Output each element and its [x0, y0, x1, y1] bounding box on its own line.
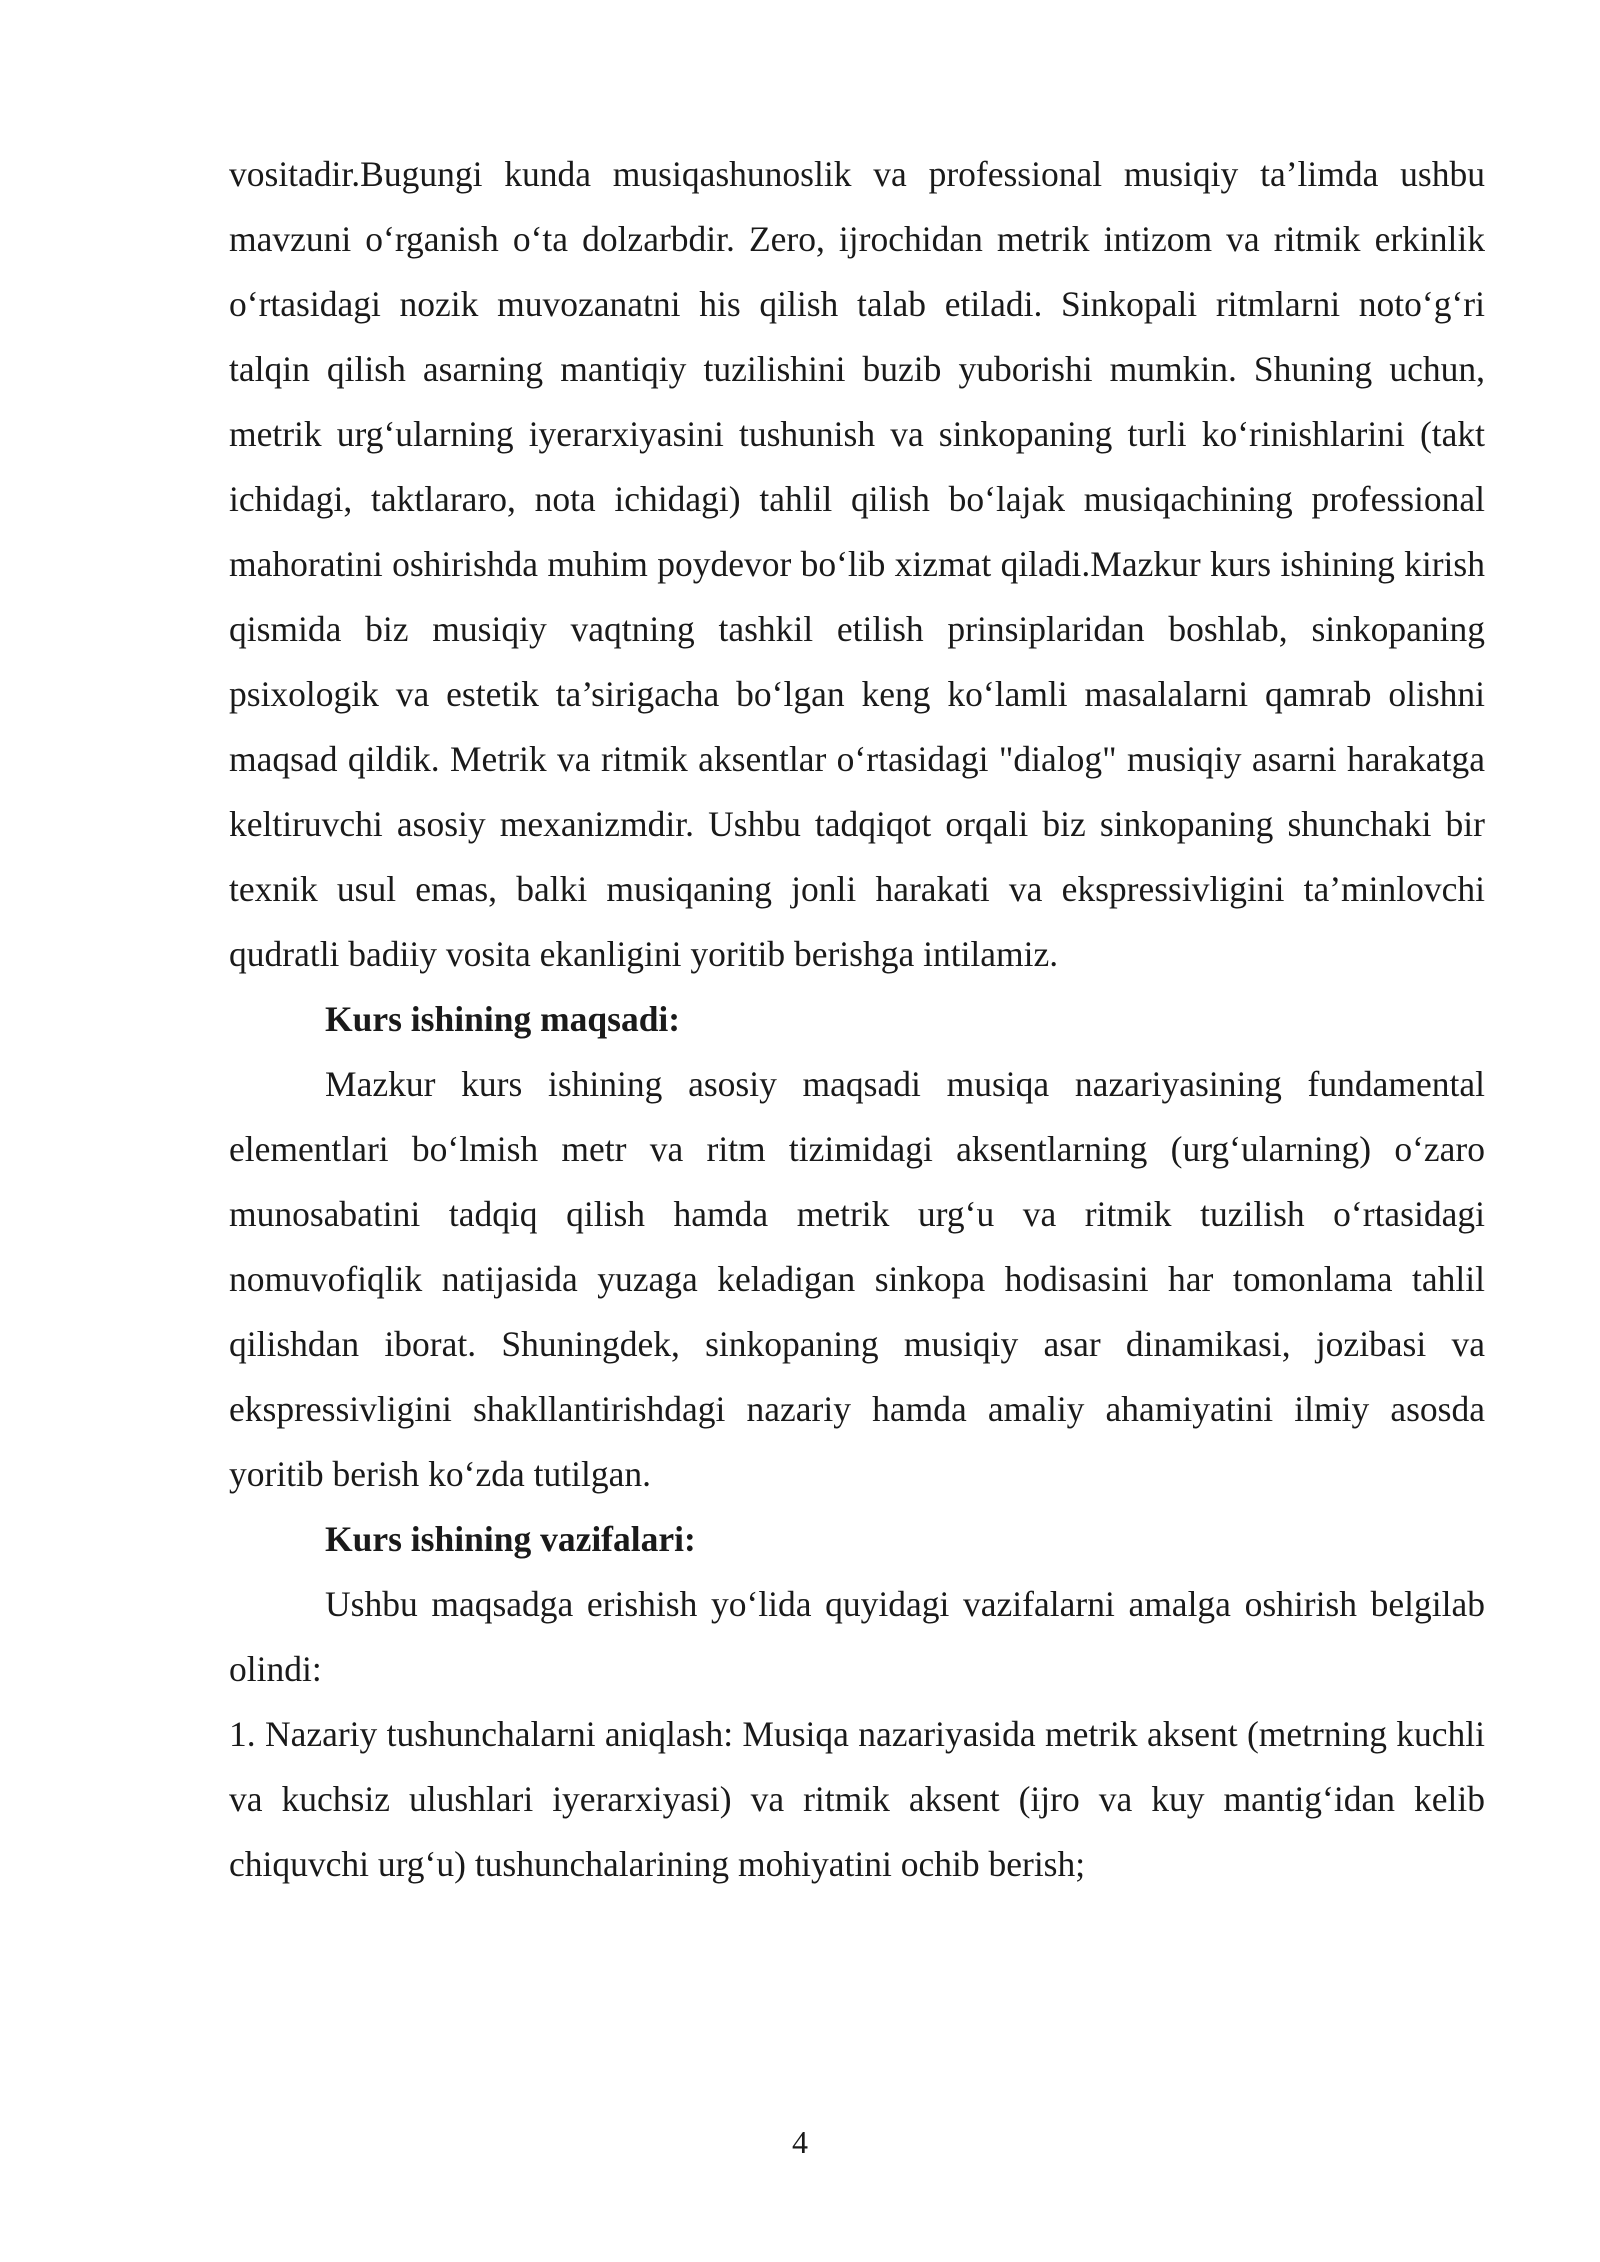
maqsad-paragraph: Mazkur kurs ishining asosiy maqsadi musiqa nazariyasining fundamental elementlari bo‘lmish metr va ritm tizimidagi aksentlarning (urg‘ularning) o‘zaro munosabatini tadqiq qilish hamda metrik urg‘u va ritmik tuzilish o‘rtasidagi nomuvofiqlik natijasida yuzaga keladigan sinkopa hodisasini har tomonlama tahlil qilishdan iborat. Shuningdek, sinkopaning musiqiy asar dinamikasi, jozibasi va ekspressivligini shakllantirishdagi nazariy hamda amaliy ahamiyatini ilmiy asosda yoritib berish ko‘zda tutilgan. — [229, 1064, 1485, 1494]
section-heading-vazifalar: Kurs ishining vazifalari: — [325, 1519, 696, 1559]
vazifalar-intro-paragraph: Ushbu maqsadga erishish yo‘lida quyidagi vazifalarni amalga oshirish belgilab olindi: — [229, 1584, 1485, 1689]
intro-paragraph: vositadir.Bugungi kunda musiqashunoslik va professional musiqiy ta’limda ushbu mavzuni o‘rganish o‘ta dolzarbdir. Zero, ijrochidan metrik intizom va ritmik erkinlik o‘rtasidagi nozik muvozanatni his qilish talab etiladi. Sinkopali ritmlarni noto‘g‘ri talqin qilish asarning mantiqiy tuzilishini buzib yuborishi mumkin. Shuning uchun, metrik urg‘ularning iyerarxiyasini tushunish va sinkopaning turli ko‘rinishlarini (takt ichidagi, taktlararo, nota ichidagi) tahlil qilish bo‘lajak musiqachining professional mahoratini oshirishda muhim poydevor bo‘lib xizmat qiladi.Mazkur kurs ishining kirish qismida biz musiqiy vaqtning tashkil etilish prinsiplaridan boshlab, sinkopaning psixologik va estetik ta’sirigacha bo‘lgan keng ko‘lamli masalalarni qamrab olishni maqsad qildik. Metrik va ritmik aksentlar o‘rtasidagi "dialog" musiqiy asarni harakatga keltiruvchi asosiy mexanizmdir. Ushbu tadqiqot orqali biz sinkopaning shunchaki bir texnik usul emas, balki musiqaning jonli harakati va ekspressivligini ta’minlovchi qudratli badiiy vosita ekanligini yoritib berishga intilamiz. — [229, 154, 1485, 974]
page-number: 4 — [792, 2124, 808, 2160]
section-heading-maqsad: Kurs ishining maqsadi: — [325, 999, 681, 1039]
page-body — [229, 142, 1485, 1897]
task-item-1: 1. Nazariy tushunchalarni aniqlash: Musiqa nazariyasida metrik aksent (metrning kuchli va kuchsiz ulushlari iyerarxiyasi) va ritmik aksent (ijro va kuy mantig‘idan kelib chiquvchi urg‘u) tushunchalarining mohiyatini ochib berish; — [229, 1714, 1485, 1884]
